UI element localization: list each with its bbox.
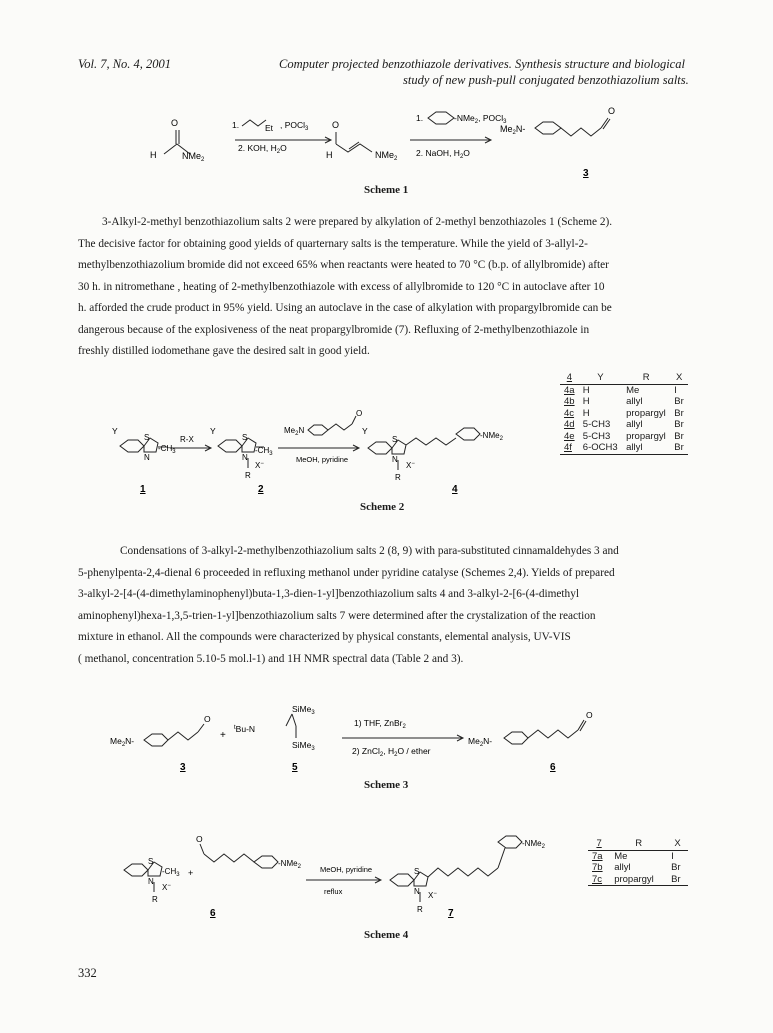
- table4-cell: propargyl: [626, 407, 666, 419]
- p2-line: aminophenyl)hexa-1,3,5-trien-1-yl]benzothiazolium salts 7 were determined after the crystalization of the reaction: [78, 609, 596, 622]
- p2-line: 3-alkyl-2-[4-(4-dimethylaminophenyl)buta-1,3-dien-1-yl]benzothiazolium salts 4 and 3-alkyl-2-[6-(4-dimethyl: [78, 588, 579, 600]
- p1-line: 3-Alkyl-2-methyl benzothiazolium salts 2 were prepared by alkylation of 2-methyl benzothiazoles 1 (Scheme 2).: [102, 216, 613, 228]
- scheme3-o-right: O: [586, 710, 593, 720]
- table4-cell: Br: [670, 442, 688, 454]
- scheme4-r-right: R: [417, 905, 423, 914]
- scheme1-step2: 2. KOH, $H_2O$: [238, 143, 287, 155]
- scheme-1-figure: [150, 98, 670, 178]
- table4-cell: 5-CH3: [582, 430, 611, 442]
- table4-cell: Br: [674, 419, 684, 431]
- table7-cell: Br: [671, 862, 681, 874]
- table4-cell: 4a: [564, 384, 575, 396]
- scheme-1-caption: Scheme 1: [364, 184, 409, 196]
- scheme-2-caption: Scheme 2: [360, 501, 405, 513]
- scheme-4-figure: [110, 818, 570, 923]
- p2-line: mixture in ethanol. All the compounds were characterized by physical constants, elemental analysis, UV-VIS: [78, 631, 571, 643]
- table-row: [560, 408, 688, 420]
- table-row: [560, 442, 688, 454]
- table7-header: 7: [588, 838, 610, 850]
- scheme1-stepb2: 2. NaOH, $H_2O$: [416, 148, 470, 160]
- table-row: [560, 396, 688, 408]
- scheme4-label-6: 6: [210, 908, 216, 919]
- table-row: [588, 862, 688, 874]
- scheme2-y1: Y: [112, 426, 118, 436]
- scheme2-label-4: 4: [452, 484, 458, 495]
- table-row: [560, 431, 688, 443]
- scheme4-x-right: X−: [428, 891, 437, 900]
- scheme2-s2: S: [242, 433, 248, 442]
- page-number: 332: [78, 966, 97, 980]
- table7-cell: Br: [667, 874, 688, 886]
- scheme1-stepb1: -NMe$_2$, POCl$_3$: [454, 113, 507, 125]
- running-title-line1: Computer projected benzothiazole derivatives. Synthesis structure and biological: [279, 57, 685, 71]
- compound-4-table: [560, 372, 688, 455]
- table7-cell: I: [671, 850, 674, 862]
- scheme2-y4: Y: [362, 426, 368, 436]
- p1-line: freshly distilled iodomethane gave the desired salt in good yield.: [78, 345, 370, 357]
- table7-cell: allyl: [614, 862, 631, 874]
- table-row: [560, 384, 688, 396]
- scheme2-n1: N: [144, 453, 150, 462]
- table4-cell: Me: [626, 384, 640, 396]
- scheme3-cond1: 1) THF, ZnBr$_2$: [354, 718, 406, 730]
- scheme4-x-left: X−: [162, 883, 171, 892]
- p1-line: 30 h. in nitromethane , heating of 2-methylbenzothiazole with excess of allylbromide to 120 °C in autoclave after 10: [78, 280, 605, 293]
- table4-cell: allyl: [626, 419, 643, 431]
- table-row: [588, 874, 688, 886]
- scheme4-nme2-reagent: -NMe$_2$: [278, 859, 301, 870]
- table4-cell: propargyl: [626, 430, 666, 442]
- scheme2-x4: X−: [406, 461, 415, 470]
- scheme2-r4: R: [395, 473, 401, 482]
- scheme4-label-7: 7: [448, 908, 454, 919]
- table4-header: X: [670, 372, 688, 384]
- scheme4-plus: +: [188, 868, 194, 878]
- table4-cell: Br: [674, 396, 684, 408]
- p1-line: The decisive factor for obtaining good yields of quarternary salts is the temperature. While the yield of 3-allyl-2-: [78, 237, 588, 250]
- scheme1-h: H: [150, 150, 157, 160]
- table4-header: Y: [579, 372, 622, 384]
- scheme2-label-1: 1: [140, 484, 146, 495]
- scheme3-me2n-right: $Me_2N-$: [468, 736, 493, 748]
- scheme2-ch3-1: $-CH_3$: [158, 444, 176, 455]
- scheme1-product-o: O: [608, 106, 616, 116]
- table4-cell: H: [582, 384, 590, 396]
- scheme4-o: O: [196, 834, 203, 844]
- table4-cell: 4d: [564, 419, 575, 431]
- scheme1-carbonyl-o: O: [171, 118, 179, 128]
- table4-header: 4: [560, 372, 579, 384]
- scheme2-me2n: $Me_2N$: [284, 426, 305, 437]
- scheme3-plus: +: [220, 730, 226, 741]
- scheme4-reflux: reflux: [324, 887, 343, 896]
- scheme4-r-left: R: [152, 895, 158, 904]
- scheme1-product-me2n: $Me_2N-$: [500, 124, 526, 136]
- scheme3-label-5: 5: [292, 762, 298, 773]
- scheme2-ch3-2: $-CH_3$: [255, 446, 273, 457]
- scheme1-step1: 1.: [232, 120, 240, 130]
- table4-cell: 5-CH3: [582, 419, 611, 431]
- scheme3-label-3: 3: [180, 762, 186, 773]
- scheme2-s4: S: [392, 435, 398, 444]
- scheme3-o-left: O: [204, 714, 211, 724]
- p1-line: h. afforded the crude product in 95% yield. Using an autoclave in the case of alkylation with propargylbromide can be: [78, 302, 612, 314]
- table4-cell: Br: [674, 407, 684, 419]
- scheme1-enal-h: H: [326, 150, 333, 160]
- scheme2-s1: S: [144, 433, 150, 442]
- p2-line: Condensations of 3-alkyl-2-methylbenzothiazolium salts 2 (8, 9) with para-substituted cinnamaldehydes 3 and: [120, 545, 619, 557]
- p1-line: dangerous because of the explosiveness of the neat propargylbromide (7). Refluxing of 2-methylbenzothiazole in: [78, 323, 590, 336]
- table7-cell: 7c: [588, 874, 610, 886]
- table7-cell: 7a: [592, 850, 603, 862]
- compound-7-table: [588, 838, 688, 886]
- table4-header: R: [622, 372, 670, 384]
- scheme1-step1-et: Et: [265, 123, 274, 133]
- scheme2-r2: R: [245, 471, 251, 480]
- table-row: [560, 419, 688, 431]
- table4-cell: I: [674, 384, 677, 396]
- scheme3-cond2: 2) ZnCl$_2$, $H_2O$ / ether: [352, 746, 431, 758]
- table4-cell: 4b: [564, 396, 575, 408]
- paragraph-2: [78, 541, 678, 670]
- scheme1-compound-3-label: 3: [583, 168, 589, 178]
- scheme4-ch3: $-CH_3$: [162, 867, 180, 878]
- table4-cell: 4e: [564, 430, 575, 442]
- scheme2-n2: N: [242, 453, 248, 462]
- scheme3-label-6: 6: [550, 762, 556, 773]
- scheme-2-figure: [100, 410, 550, 500]
- table7-cell: propargyl: [610, 874, 667, 886]
- scheme2-n4: N: [392, 455, 398, 464]
- scheme-3-figure: [110, 690, 630, 785]
- scheme4-s-left: S: [148, 857, 154, 866]
- scheme4-s-right: S: [414, 867, 420, 876]
- table7-cell: Me: [614, 850, 628, 862]
- scheme3-tbu: $^t$Bu-N: [234, 724, 256, 734]
- scheme4-nme2-product: -NMe$_2$: [522, 839, 545, 850]
- table4-cell: H: [582, 396, 590, 408]
- scheme1-enal-o: O: [332, 120, 340, 130]
- scheme1-nme2: NMe$_2$: [182, 151, 205, 163]
- scheme3-sime3-bottom: SiMe$_3$: [292, 740, 315, 752]
- table-row: [588, 850, 688, 862]
- scheme2-nme2: -NMe$_2$: [480, 431, 503, 442]
- table4-cell: allyl: [626, 396, 643, 408]
- scheme2-conditions: MeOH, pyridine: [296, 455, 349, 464]
- scheme-4-caption: Scheme 4: [364, 929, 409, 941]
- scheme4-conditions: MeOH, pyridine: [320, 865, 373, 874]
- table4-cell: 6-OCH3: [579, 442, 622, 454]
- scheme2-rx: R-X: [180, 435, 194, 444]
- scheme4-n-right: N: [414, 887, 420, 896]
- scheme2-o: O: [356, 410, 363, 418]
- table7-cell: 7b: [592, 862, 603, 874]
- p2-line: ( methanol, concentration 5.10-5 mol.l-1) and 1H NMR spectral data (Table 2 and 3).: [78, 652, 464, 665]
- scheme-3-caption: Scheme 3: [364, 779, 409, 791]
- scheme3-sime3-top: SiMe$_3$: [292, 704, 315, 716]
- running-title-line2: study of new push-pull conjugated benzothiazolium salts.: [403, 73, 689, 87]
- journal-volume: Vol. 7, No. 4, 2001: [78, 57, 172, 71]
- scheme1-enal-nme2: NMe$_2$: [375, 150, 398, 162]
- scheme2-label-2: 2: [258, 484, 264, 495]
- p2-line: 5-phenylpenta-2,4-dienal 6 proceeded in refluxing methanol under pyridine catalyse (Schemes 2,4). Yields of prepared: [78, 566, 615, 579]
- scheme4-n-left: N: [148, 877, 154, 886]
- table4-cell: Br: [674, 430, 684, 442]
- p1-line: methylbenzothiazolium bromide did not exceed 65% when reactants were heated to 70 °C (b.p. of allylbromide) after: [78, 259, 609, 271]
- table7-header: X: [667, 838, 688, 850]
- paragraph-1: [78, 212, 678, 363]
- scheme2-y2: Y: [210, 426, 216, 436]
- scheme1-stepb1-num: 1.: [416, 113, 424, 123]
- scheme3-me2n-left: $Me_2N-$: [110, 736, 135, 748]
- scheme1-step1-reagent: , POCl$_3$: [280, 120, 309, 132]
- table4-cell: 4c: [564, 407, 575, 419]
- table7-header: R: [610, 838, 667, 850]
- table4-cell: H: [582, 407, 590, 419]
- table4-cell: 4f: [560, 442, 579, 454]
- table4-cell: allyl: [622, 442, 670, 454]
- scheme2-x2: X−: [255, 461, 264, 470]
